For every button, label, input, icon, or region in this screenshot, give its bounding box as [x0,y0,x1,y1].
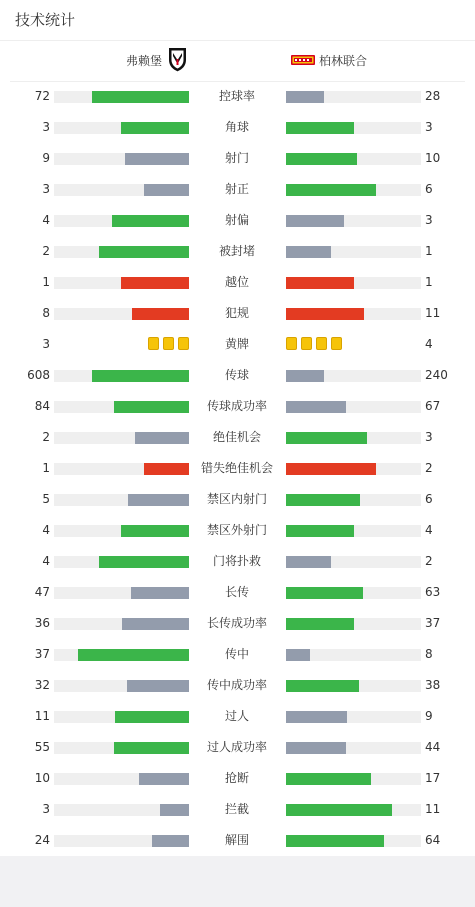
stat-label: 拦截 [224,802,249,816]
away-stat-bar [286,122,421,134]
stat-row [0,205,475,236]
home-stat-value: 2 [42,244,50,258]
home-stat-value: 3 [42,120,50,134]
away-stat-bar [286,91,421,103]
home-stat-bar [54,432,189,444]
home-stat-bar [54,184,189,196]
away-stat-value: 4 [425,337,433,351]
home-stat-bar-fill [99,556,189,568]
away-stat-bar [286,835,421,847]
away-stat-value: 240 [425,368,448,382]
home-stat-bar-fill [144,184,189,196]
stat-label: 过人 [224,709,249,723]
home-stat-value: 37 [34,647,50,661]
away-stat-bar-fill [286,680,359,692]
stat-row [0,360,475,391]
divider [0,40,475,41]
away-stat-bar-fill [286,463,376,475]
home-stat-bar-fill [128,494,189,506]
away-stat-value: 10 [425,151,441,165]
home-stat-bar [54,525,189,537]
away-stat-bar [286,711,421,723]
stat-label: 越位 [224,275,249,289]
away-stat-bar [286,215,421,227]
home-stat-bar-fill [114,401,189,413]
away-team-header[interactable] [291,48,367,74]
away-stat-bar [286,742,421,754]
home-stat-bar-fill [132,308,189,320]
home-stat-bar [54,215,189,227]
away-stat-bar-fill [286,742,346,754]
stat-label: 传球 [224,368,249,382]
stat-label: 角球 [224,120,249,134]
stat-row [0,763,475,794]
away-stat-bar-fill [286,122,354,134]
stat-row [0,453,475,484]
home-stat-bar-fill [78,649,189,661]
stat-label: 射门 [224,151,249,165]
away-stat-value: 2 [425,461,433,475]
away-stat-bar [286,308,421,320]
away-stat-value: 1 [425,275,433,289]
home-stat-bar-fill [152,835,189,847]
stat-row [0,267,475,298]
away-stat-bar-fill [286,277,354,289]
home-yellow-cards [148,337,189,351]
away-stat-value: 11 [425,306,441,320]
home-stat-value: 55 [34,740,50,754]
home-stat-bar [54,277,189,289]
away-stat-value: 4 [425,523,433,537]
home-stat-bar-fill [121,277,189,289]
home-stat-value: 32 [34,678,50,692]
home-stat-value: 4 [42,213,50,227]
home-stat-value: 2 [42,430,50,444]
home-stat-bar [54,649,189,661]
home-stat-bar [54,742,189,754]
away-stat-value: 38 [425,678,441,692]
home-stat-bar [54,246,189,258]
away-stat-bar [286,246,421,258]
home-stat-bar-fill [115,711,189,723]
stat-label: 禁区内射门 [206,492,267,506]
away-yellow-cards [286,337,342,351]
away-stat-bar [286,463,421,475]
stat-row [0,143,475,174]
away-stat-bar [286,494,421,506]
home-stat-value: 84 [34,399,50,413]
away-stat-value: 6 [425,182,433,196]
stat-label: 射正 [224,182,249,196]
stat-row [0,732,475,763]
home-stat-bar [54,556,189,568]
yellow-card-icon [286,337,297,350]
union-berlin-logo-icon [291,54,315,68]
home-stat-bar [54,618,189,630]
away-stat-value: 2 [425,554,433,568]
away-stat-bar [286,649,421,661]
away-stat-bar [286,618,421,630]
away-stat-value: 3 [425,120,433,134]
stat-label: 过人成功率 [206,740,267,754]
stat-row [0,515,475,546]
home-stat-bar [54,711,189,723]
home-stat-bar [54,463,189,475]
stat-label: 黄牌 [224,337,249,351]
away-stat-bar-fill [286,308,364,320]
home-stat-bar-fill [125,153,189,165]
stat-label: 抢断 [224,771,249,785]
home-stat-value: 3 [42,337,50,351]
away-stat-bar-fill [286,91,324,103]
home-team-name: 弗赖堡 [125,54,162,68]
stat-label: 犯规 [224,306,249,320]
away-stat-bar-fill [286,215,344,227]
away-stat-bar [286,556,421,568]
stat-row [0,639,475,670]
home-stat-value: 9 [42,151,50,165]
away-stat-value: 6 [425,492,433,506]
home-stat-bar-fill [135,432,189,444]
home-stat-bar-fill [114,742,189,754]
away-stat-value: 8 [425,647,433,661]
away-stat-value: 9 [425,709,433,723]
home-team-header[interactable] [126,48,187,74]
stat-row [0,701,475,732]
away-stat-bar [286,773,421,785]
home-stat-value: 8 [42,306,50,320]
home-stat-bar-fill [144,463,189,475]
away-stat-bar [286,680,421,692]
home-stat-bar [54,153,189,165]
away-stat-bar-fill [286,432,367,444]
home-stat-value: 10 [34,771,50,785]
home-stat-value: 5 [42,492,50,506]
home-stat-value: 608 [27,368,50,382]
stat-row [0,670,475,701]
home-stat-bar [54,308,189,320]
home-stat-value: 24 [34,833,50,847]
away-stat-value: 37 [425,616,441,630]
home-stat-bar-fill [92,370,189,382]
yellow-card-icon [148,337,159,350]
freiburg-logo-icon [168,47,187,75]
away-stat-bar-fill [286,556,331,568]
stat-label: 错失绝佳机会 [200,461,273,475]
away-stat-bar-fill [286,153,357,165]
home-stat-bar [54,370,189,382]
home-stat-bar-fill [122,618,189,630]
away-stat-bar [286,184,421,196]
home-stat-bar-fill [121,525,189,537]
away-stat-bar [286,525,421,537]
stat-label: 长传成功率 [206,616,267,630]
stat-label: 传中成功率 [206,678,267,692]
home-stat-bar [54,91,189,103]
yellow-card-icon [301,337,312,350]
home-stat-value: 4 [42,554,50,568]
home-stat-bar [54,122,189,134]
away-stat-bar [286,432,421,444]
yellow-card-icon [316,337,327,350]
away-stat-bar [286,587,421,599]
stat-row [0,577,475,608]
stat-row [0,298,475,329]
stat-label: 传中 [224,647,249,661]
stat-row [0,825,475,856]
home-stat-bar [54,494,189,506]
away-stat-bar-fill [286,587,363,599]
home-stat-bar [54,401,189,413]
stat-label: 绝佳机会 [212,430,261,444]
home-stat-value: 3 [42,182,50,196]
home-stat-value: 72 [34,89,50,103]
away-stat-bar-fill [286,711,347,723]
home-stat-bar [54,804,189,816]
yellow-card-icon [331,337,342,350]
home-stat-value: 3 [42,802,50,816]
away-stat-bar [286,277,421,289]
stat-row [0,794,475,825]
away-stat-bar-fill [286,184,376,196]
stat-row [0,236,475,267]
home-stat-bar-fill [139,773,189,785]
home-stat-bar-fill [127,680,189,692]
away-stat-bar-fill [286,773,371,785]
away-stat-bar-fill [286,618,354,630]
stat-label: 长传 [224,585,249,599]
away-stat-bar-fill [286,835,384,847]
away-stat-bar-fill [286,649,310,661]
home-stat-bar-fill [112,215,189,227]
away-stat-value: 28 [425,89,441,103]
away-stat-value: 67 [425,399,441,413]
stat-row [0,112,475,143]
home-stat-bar [54,773,189,785]
away-stat-bar-fill [286,804,392,816]
stat-row [0,484,475,515]
home-stat-value: 36 [34,616,50,630]
away-team-name: 柏林联合 [319,54,368,68]
section-title: 技术统计 [15,11,76,29]
yellow-card-icon [163,337,174,350]
home-stat-bar [54,680,189,692]
away-stat-bar [286,804,421,816]
stat-label: 射偏 [224,213,249,227]
home-stat-value: 1 [42,461,50,475]
home-stat-value: 4 [42,523,50,537]
home-stat-bar-fill [92,91,189,103]
stat-label: 禁区外射门 [206,523,267,537]
away-stat-bar-fill [286,401,346,413]
stat-label: 门将扑救 [212,554,261,568]
home-stat-bar [54,835,189,847]
away-stat-bar [286,401,421,413]
home-stat-bar-fill [131,587,189,599]
away-stat-value: 17 [425,771,441,785]
stat-label: 传球成功率 [206,399,267,413]
stat-row [0,422,475,453]
away-stat-value: 11 [425,802,441,816]
away-stat-bar-fill [286,370,324,382]
home-stat-value: 11 [34,709,50,723]
stat-row [0,81,475,112]
away-stat-bar-fill [286,246,331,258]
stat-row [0,608,475,639]
home-stat-bar [54,587,189,599]
stat-label: 解围 [224,833,249,847]
away-stat-value: 3 [425,213,433,227]
stat-label: 被封堵 [218,244,255,258]
home-stat-bar-fill [121,122,189,134]
away-stat-value: 3 [425,430,433,444]
away-stat-value: 1 [425,244,433,258]
away-stat-bar [286,370,421,382]
away-stat-bar [286,153,421,165]
away-stat-bar-fill [286,525,354,537]
stat-label: 控球率 [218,89,255,103]
stat-row [0,391,475,422]
home-stat-value: 47 [34,585,50,599]
home-stat-value: 1 [42,275,50,289]
home-stat-bar-fill [160,804,189,816]
away-stat-value: 64 [425,833,441,847]
away-stat-value: 44 [425,740,441,754]
away-stat-value: 63 [425,585,441,599]
stat-row [0,546,475,577]
away-stat-bar-fill [286,494,360,506]
stat-row [0,174,475,205]
home-stat-bar-fill [99,246,189,258]
stat-row [0,329,475,360]
